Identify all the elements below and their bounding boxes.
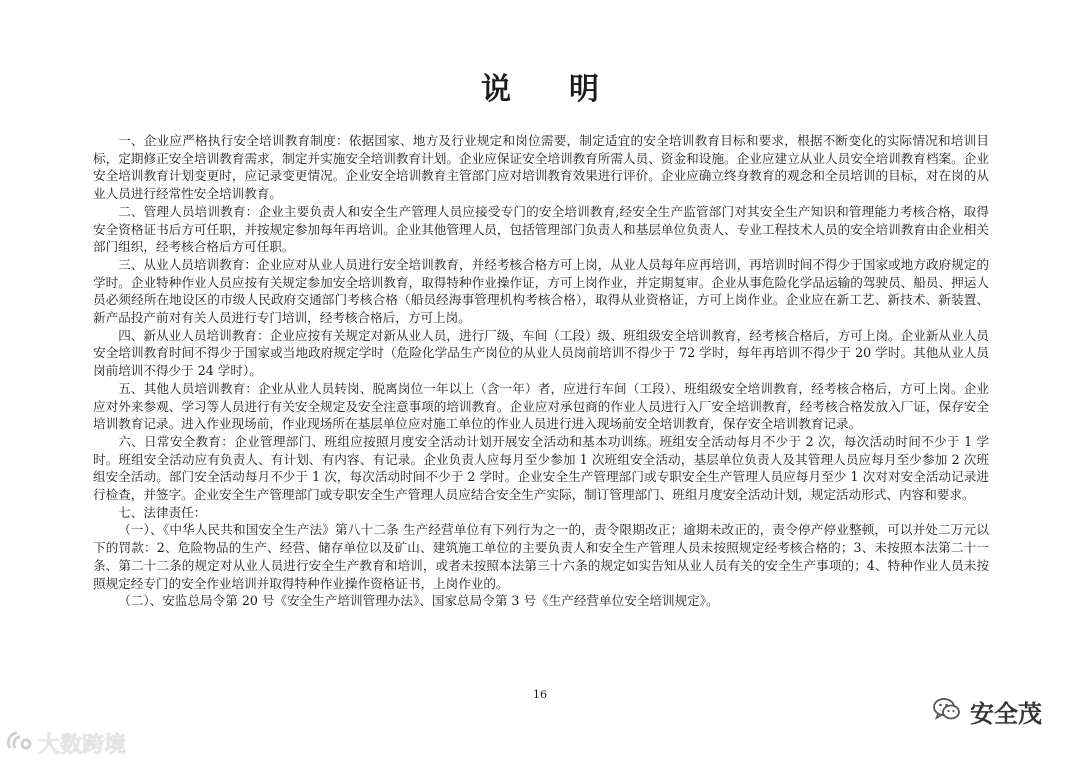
watermark-left-text: 大数跨境 <box>38 733 127 758</box>
brand-logo-icon <box>6 730 32 758</box>
paragraph-7: 七、法律责任： <box>118 504 207 520</box>
wechat-icon <box>932 696 962 728</box>
title-char-1: 说 <box>481 72 511 107</box>
page-number: 16 <box>533 688 547 701</box>
title-char-2: 明 <box>569 72 599 107</box>
paragraph-2: 二、管理人员培训教育：企业主要负责人和安全生产管理人员应接受专门的安全培训教育,经安全生产监管部门对其安全生产知识和管理能力考核合格，取得安全资格证书后方可任职，并按规定参加每年再培训。企业其他管理人员，包括管理部门负责人和基层单位负责人、专业工程技术人员的安全培训教育由企业相关部门组织，经考核合格后方可任职。 <box>93 203 989 255</box>
paragraph-6: 六、日常安全教育：企业管理部门、班组应按照月度安全活动计划开展安全活动和基本功训练。班组安全活动每月不少于 2 次，每次活动时间不少于 1 学时。班组安全活动应有负责人、有计划、有内容、有记录。企业负责人应每月至少参加 1 次班组安全活动，基层单位负责人及其管理人员应每月至少参加 2 次班组安全活动。部门安全活动每月不少于 1 次，每次活动时间不少于 2 学时。企业安全生产管理部门或专职安全生产管理人员应每月至少 1 次对对安全活动记录进行检查，并签字。企业安全生产管理部门或专职安全生产管理人员应结合安全生产实际，制订管理部门、班组月度安全活动计划，规定活动形式、内容和要求。 <box>93 433 989 503</box>
paragraph-5: 五、其他人员培训教育：企业从业人员转岗、脱离岗位一年以上（含一年）者，应进行车间（工段）、班组级安全培训教育，经考核合格后，方可上岗。企业应对外来参观、学习等人员进行有关安全规定及安全注意事项的培训教育。企业应对承包商的作业人员进行入厂安全培训教育，经考核合格发放入厂证，保存安全培训教育记录。进入作业现场前，作业现场所在基层单位应对施工单位的作业人员进行进入现场前安全培训教育，保存安全培训教育记录。 <box>93 380 989 432</box>
watermark-right <box>932 694 1042 729</box>
paragraph-1: 一、企业应严格执行安全培训教育制度：依据国家、地方及行业规定和岗位需要，制定适宜的安全培训教育目标和要求，根据不断变化的实际情况和培训目标，定期修正安全培训教育需求，制定并实施安全培训教育计划。企业应保证安全培训教育所需人员、资金和设施。企业应建立从业人员安全培训教育档案。企业安全培训教育计划变更时，应记录变更情况。企业安全培训教育主管部门应对培训教育效果进行评价。企业应确立终身教育的观念和全员培训的目标，对在岗的从业人员进行经常性安全培训教育。 <box>93 133 989 202</box>
paragraph-8: （一）、《中华人民共和国安全生产法》第八十二条 生产经营单位有下列行为之一的，责令限期改正；逾期未改正的，责令停产停业整顿，可以并处二万元以下的罚款：2、危险物品的生产、经营、储存单位以及矿山、建筑施工单位的主要负责人和安全生产管理人员未按照规定经考核合格的；3、未按照本法第二十一条、第二十二条的规定对从业人员进行安全生产教育和培训，或者未按照本法第三十六条的规定如实告知从业人员有关的安全生产事项的；4、特种作业人员未按照规定经专门的安全作业培训并取得特种作业操作资格证书，上岗作业的。 <box>93 522 989 591</box>
document-body <box>93 132 989 610</box>
paragraph-3: 三、从业人员培训教育：企业应对从业人员进行安全培训教育，并经考核合格方可上岗，从业人员每年应再培训，再培训时间不得少于国家或地方政府规定的学时。企业特种作业人员应按有关规定参加安全培训教育，取得特种作业操作证，方可上岗作业，并定期复审。企业从事危险化学品运输的驾驶员、船员、押运人员必须经所在地设区的市级人民政府交通部门考核合格（船员经海事管理机构考核合格），取得从业资格证，方可上岗作业。企业应在新工艺、新技术、新装置、新产品投产前对有关人员进行专门培训，经考核合格后，方可上岗。 <box>93 256 989 326</box>
watermark-right-text: 安全茂 <box>970 700 1042 728</box>
page-title <box>0 64 1080 108</box>
paragraph-9: （二）、安监总局令第 20 号《安全生产培训管理办法》、国家总局令第 3 号《生产经营单位安全培训规定》。 <box>118 593 719 609</box>
watermark-left <box>6 728 126 759</box>
paragraph-4: 四、新从业人员培训教育：企业应按有关规定对新从业人员，进行厂级、车间（工段）级、班组级安全培训教育，经考核合格后，方可上岗。企业新从业人员安全培训教育时间不得少于国家或当地政府规定学时（危险化学品生产岗位的从业人员岗前培训不得少于 72 学时，每年再培训不得少于 20 学时。其他从业人员岗前培训不得少于 24 学时）。 <box>93 327 989 379</box>
